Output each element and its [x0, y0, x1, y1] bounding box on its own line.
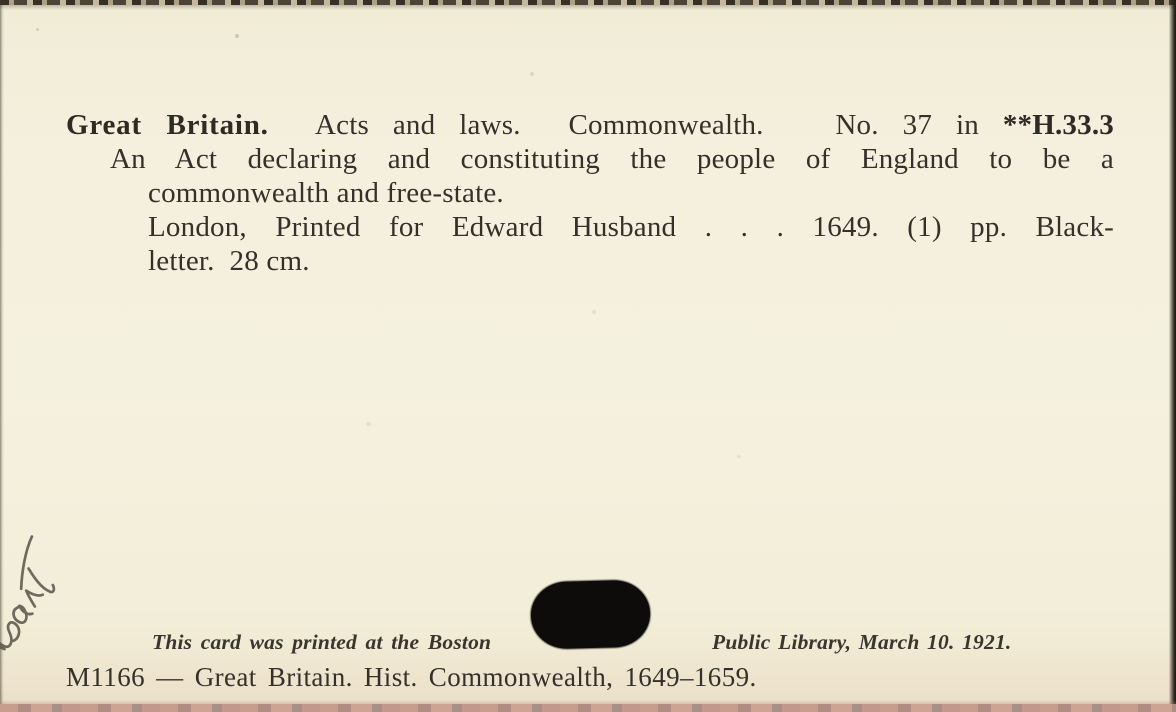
title-line-1: An Act declaring and constituting the people of England to be a	[110, 143, 1114, 175]
call-number: **H.33.3	[1002, 109, 1114, 141]
paper-speck	[530, 72, 534, 76]
paper-speck	[737, 455, 741, 458]
paper-speck	[366, 422, 371, 426]
title-line-2: commonwealth and free-state.	[148, 177, 504, 209]
paper-speck	[235, 34, 239, 38]
printer-note-right: Public Library, March 10. 1921.	[712, 630, 1012, 654]
imprint-line-2: letter. 28 cm.	[148, 245, 310, 277]
printer-note-left: This card was printed at the Boston	[152, 630, 492, 654]
card-top-edge	[0, 0, 1176, 5]
card-text-block	[66, 108, 1114, 278]
reference-line: M1166 — Great Britain. Hist. Commonwealth, 1649–1659.	[66, 662, 757, 692]
entry-tracing-text: Acts and laws. Commonwealth. No. 37 in	[268, 109, 1003, 141]
card-bottom-edge	[0, 704, 1176, 712]
handwritten-annotation	[0, 518, 99, 667]
imprint-line-1: London, Printed for Edward Husband . . . 1649. (1) pp. Black-	[148, 211, 1114, 243]
main-entry-heading: Great Britain.	[66, 109, 269, 141]
card-right-edge	[1169, 0, 1176, 712]
main-entry-line	[66, 108, 1114, 142]
paper-speck	[592, 310, 596, 314]
redaction-blob	[530, 579, 651, 649]
paper-speck	[36, 28, 39, 31]
